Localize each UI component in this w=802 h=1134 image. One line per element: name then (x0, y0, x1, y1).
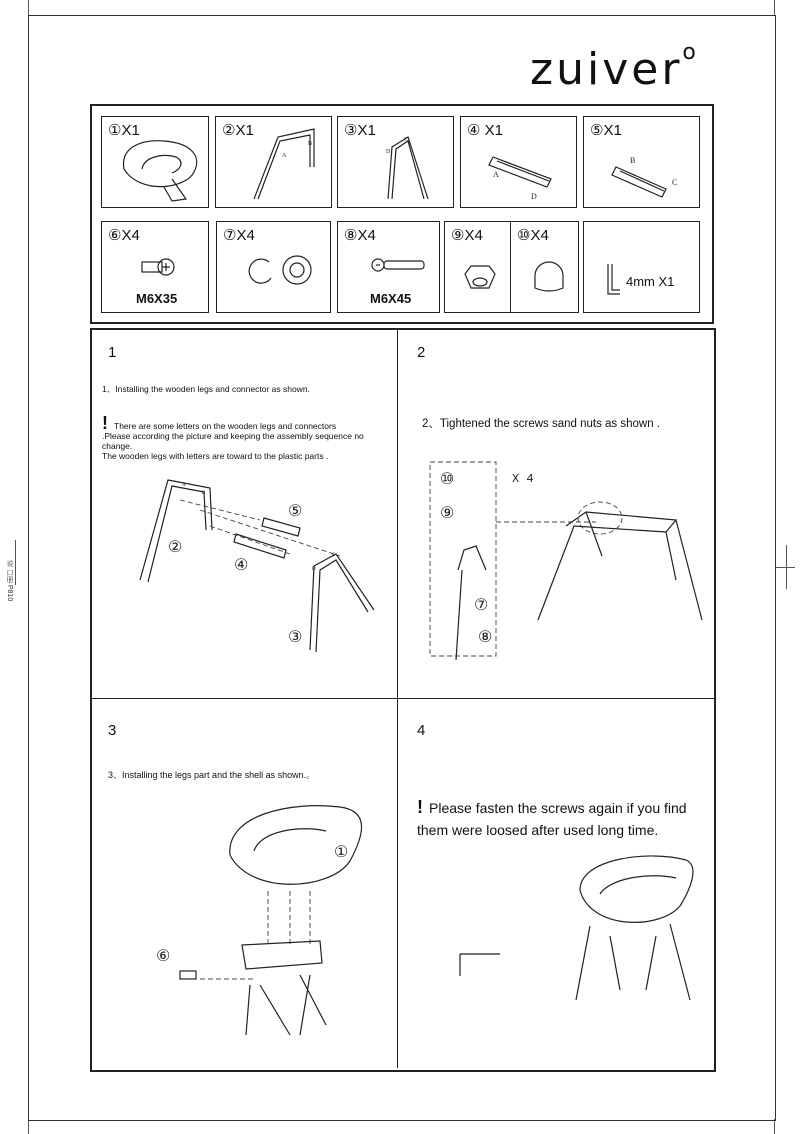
part-label: ④ X1 (467, 122, 503, 139)
crop-mark (15, 540, 16, 585)
step-warning (417, 796, 707, 841)
cap-nut-icon (511, 222, 578, 312)
crop-mark (775, 567, 795, 568)
part-label: ③X1 (344, 122, 376, 139)
warning-line: them were loosed after used long time. (417, 822, 659, 838)
step-title: 2、Tightened the screws sand nuts as shown . (422, 418, 661, 430)
divider (90, 698, 714, 699)
part-3 (337, 116, 454, 208)
step1-diagram (100, 470, 390, 670)
wooden-leg-a-icon (216, 117, 331, 207)
part-spec: M6X45 (370, 291, 412, 306)
chair-shell-icon (102, 117, 208, 207)
brand-mark: o (682, 40, 699, 65)
part-spec: M6X35 (136, 291, 178, 306)
washer-icon (217, 222, 330, 312)
callout: ⑦ (474, 597, 489, 614)
step-title: 3、Installing the legs part and the shell as shown.。 (108, 770, 316, 780)
allen-key-icon (584, 222, 699, 312)
part-label: 4mm X1 (626, 274, 675, 289)
part-letter: B (308, 141, 313, 147)
part-letter: B (630, 156, 636, 165)
warning-icon: ! (417, 797, 423, 817)
part-letter: C (332, 553, 336, 558)
warning-line: The wooden legs with letters are toward to the plastic parts . (102, 451, 329, 461)
part-letter: D (386, 149, 391, 155)
part-letter: D (531, 192, 537, 201)
part-2 (215, 116, 332, 208)
callout: ⑤ (288, 503, 303, 520)
step2-diagram (426, 460, 706, 660)
part-label: ⑤X1 (590, 122, 622, 139)
crop-mark (786, 545, 787, 589)
step-number: 4 (417, 722, 426, 739)
connector-a-icon (461, 117, 576, 207)
step-number: 2 (417, 344, 426, 361)
warning-icon: ! (102, 413, 108, 433)
part-letter: C (404, 137, 409, 143)
callout: ① (334, 844, 349, 861)
connector-b-icon (584, 117, 699, 207)
part-5 (583, 116, 700, 208)
step-number: 1 (108, 344, 117, 361)
part-label: ②X1 (222, 122, 254, 139)
part-letter: A (493, 170, 499, 179)
quantity-label: X 4 (512, 472, 534, 486)
callout: ⑧ (478, 629, 493, 646)
callout: ② (168, 539, 183, 556)
part-11 (583, 221, 700, 313)
crop-mark (774, 0, 775, 15)
step-title: 1、Installing the wooden legs and connector as shown. (102, 384, 310, 394)
part-letter: A (282, 153, 287, 159)
callout: ④ (234, 557, 249, 574)
callout: ⑥ (156, 948, 171, 965)
part-letter: B (202, 491, 206, 496)
part-label: ①X1 (108, 122, 140, 139)
nut-icon (445, 222, 511, 312)
crop-mark (28, 1119, 29, 1134)
brand-logo (530, 40, 699, 95)
part-letter: C (672, 178, 678, 187)
part-label: ⑩X4 (517, 227, 549, 244)
side-code: 说 口册 P810 (6, 560, 13, 602)
part-10 (510, 221, 579, 313)
wooden-leg-d-icon (338, 117, 453, 207)
crop-mark (774, 1119, 775, 1134)
brand-name: zuiver (530, 44, 683, 95)
warning-line: .Please according the picture and keeping the assembly sequence no change. (102, 431, 364, 451)
part-4 (460, 116, 577, 208)
callout: ③ (288, 629, 303, 646)
part-letter: D (312, 567, 316, 572)
callout: ⑨ (440, 505, 455, 522)
part-label: ⑥X4 (108, 227, 140, 244)
part-6 (101, 221, 209, 313)
part-label: ⑨X4 (451, 227, 483, 244)
part-label: ⑦X4 (223, 227, 255, 244)
part-8 (337, 221, 440, 313)
part-9 (444, 221, 512, 313)
step-warning (102, 413, 392, 461)
part-7 (216, 221, 331, 313)
step4-diagram (450, 850, 710, 1010)
crop-mark (28, 0, 29, 15)
warning-line: Please fasten the screws again if you find (429, 800, 687, 816)
step-number: 3 (108, 722, 117, 739)
part-label: ⑧X4 (344, 227, 376, 244)
part-letter: A (182, 483, 186, 488)
step3-diagram (150, 795, 390, 1050)
callout: ⑩ (440, 471, 455, 488)
warning-line: There are some letters on the wooden legs and connectors (114, 421, 337, 431)
part-1 (101, 116, 209, 208)
